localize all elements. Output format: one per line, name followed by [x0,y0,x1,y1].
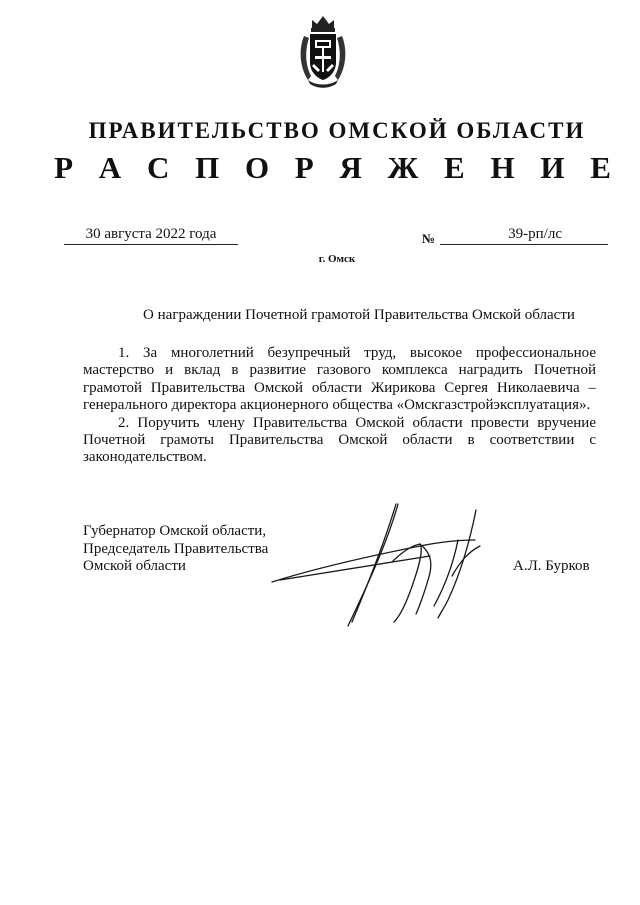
number-sign: № [422,231,436,246]
signer-name: А.Л. Бурков [513,558,590,574]
document-subject: О награждении Почетной грамотой Правительства Омской области [143,307,575,323]
document-number-field [440,226,608,245]
signer-position-line-1: Губернатор Омской области, [83,523,267,539]
document-body [83,345,596,467]
document-number: 39-рп/лс [508,226,562,242]
document-type-title: Р А С П О Р Я Ж Е Н И Е [54,150,620,185]
signer-position-line-2: Председатель Правительства [83,540,269,557]
handwritten-signature-icon [270,500,510,630]
signer-position [83,523,268,576]
city-label: г. Омск [318,253,356,265]
paragraph-2: 2. Поручить члену Правительства Омской области провести вручение Почетной грамоты Правительства Омской области в соответствии с законодательством. [83,414,596,466]
signer-position-line-3: Омской области [83,558,186,575]
paragraph-1: 1. За многолетний безупречный труд, высокое профессиональное мастерство и вклад в развитие газового комплекса наградить Почетной грамотой Правительства Омской области Жирикова Сергея Николаевича – генерального директора акционерного общества «Омскгазстройэксплуатация». [83,345,596,414]
government-title: ПРАВИТЕЛЬСТВО ОМСКОЙ ОБЛАСТИ [88,118,586,143]
omsk-coat-of-arms-icon [298,14,348,90]
document-date: 30 августа 2022 года [64,226,238,245]
